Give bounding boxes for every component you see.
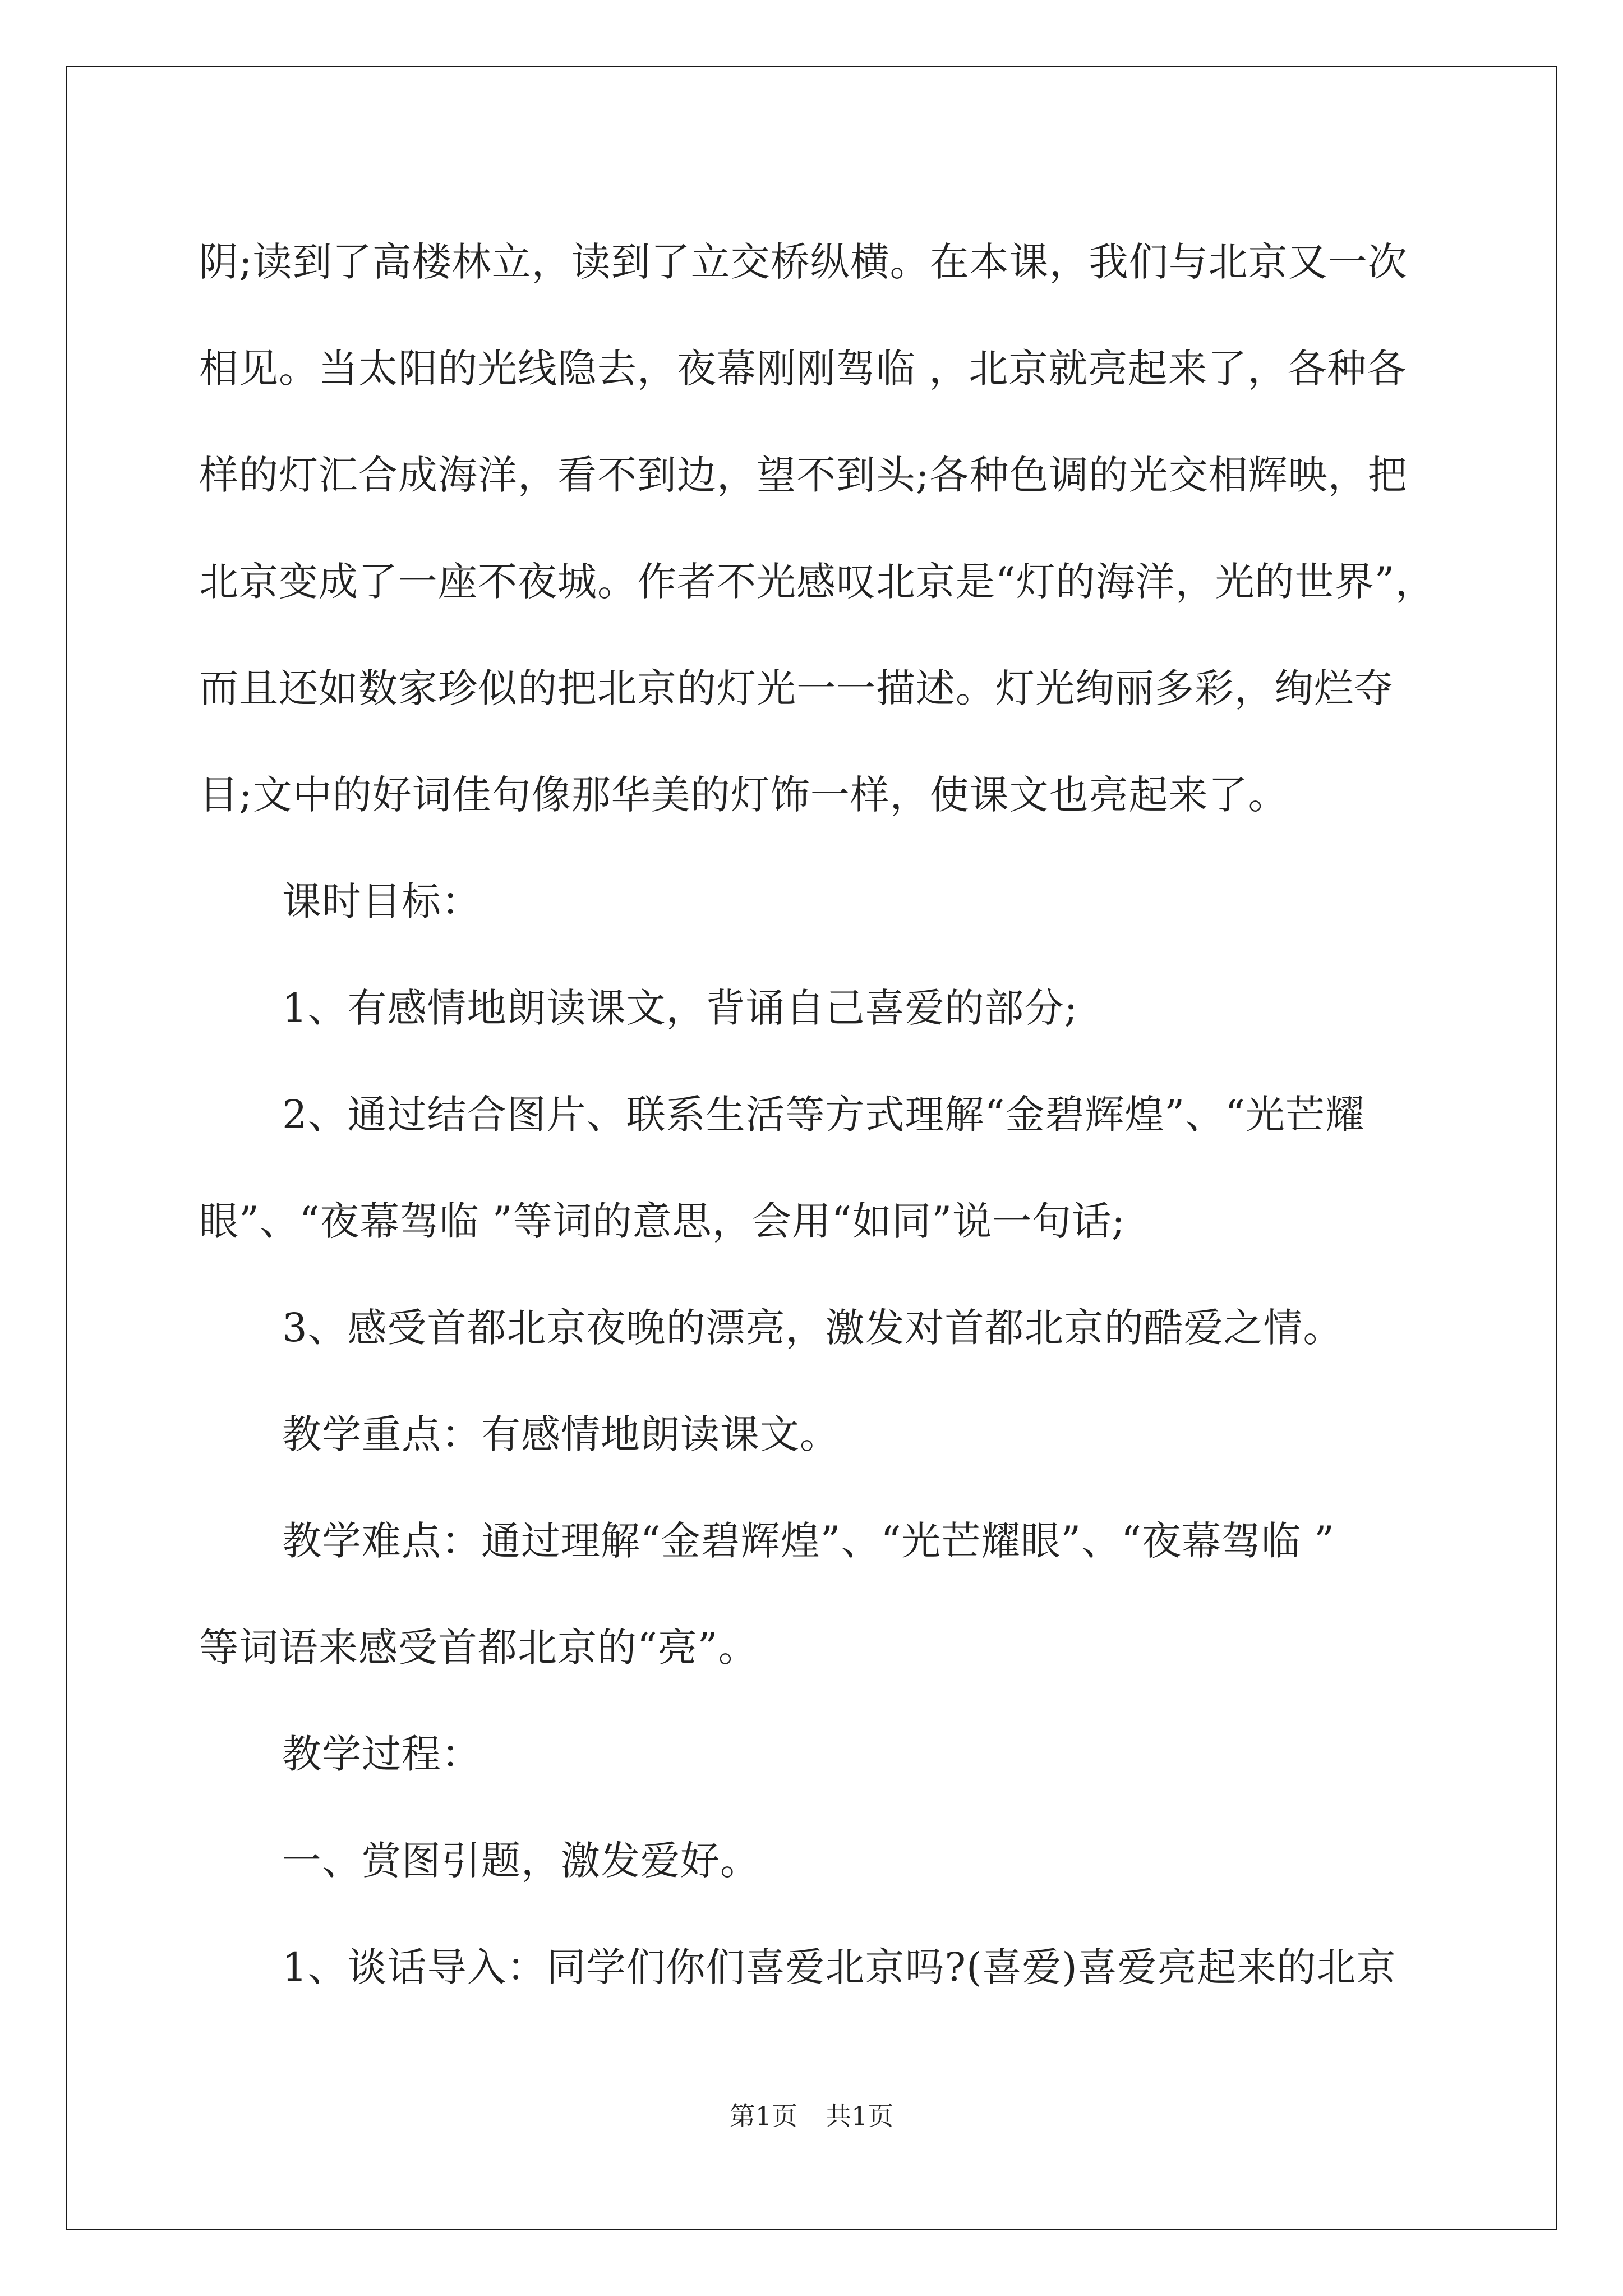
- text-line: 而且还如数家珍似的把北京的灯光一一描述。灯光绚丽多彩，绚烂夺: [199, 665, 1394, 711]
- section-heading-process: 教学过程：: [282, 1731, 481, 1777]
- objective-item-1: 1、有感情地朗读课文，背诵自己喜爱的部分;: [282, 985, 1078, 1031]
- objective-item-2: 2、通过结合图片、联系生活等方式理解“金碧辉煌”、“光芒耀: [282, 1092, 1365, 1138]
- process-step-1: 一、赏图引题，激发爱好。: [282, 1838, 760, 1884]
- text-line: 相见。当太阳的光线隐去，夜幕刚刚驾临 ，北京就亮起来了，各种各: [199, 346, 1407, 392]
- section-heading-objectives: 课时目标：: [282, 878, 481, 924]
- process-substep-1: 1、谈话导入：同学们你们喜爱北京吗?(喜爱)喜爱亮起来的北京: [282, 1944, 1396, 1990]
- text-line: 北京变成了一座不夜城。作者不光感叹北京是“灯的海洋，光的世界”，: [199, 559, 1435, 605]
- text-line: 阴;读到了高楼林立，读到了立交桥纵横。在本课，我们与北京又一次: [199, 239, 1408, 285]
- teaching-difficulty: 教学难点：通过理解“金碧辉煌”、“光芒耀眼”、“夜幕驾临 ”: [282, 1518, 1335, 1564]
- text-line: 目;文中的好词佳句像那华美的灯饰一样，使课文也亮起来了。: [199, 772, 1288, 818]
- document-body: [199, 209, 1455, 2021]
- text-line: 样的灯汇合成海洋，看不到边，望不到头;各种色调的光交相辉映，把: [199, 452, 1408, 498]
- objective-item-3: 3、感受首都北京夜晚的漂亮，激发对首都北京的酷爱之情。: [282, 1305, 1343, 1351]
- objective-item-2-continued: 眼”、“夜幕驾临 ”等词的意思，会用“如同”说一句话;: [199, 1198, 1126, 1244]
- page-total: 共1页: [826, 2101, 894, 2131]
- page-footer: [0, 2099, 1623, 2133]
- teaching-difficulty-continued: 等词语来感受首都北京的“亮”。: [199, 1625, 758, 1671]
- teaching-focus: 教学重点：有感情地朗读课文。: [282, 1411, 840, 1457]
- page-number: 第1页: [729, 2101, 797, 2131]
